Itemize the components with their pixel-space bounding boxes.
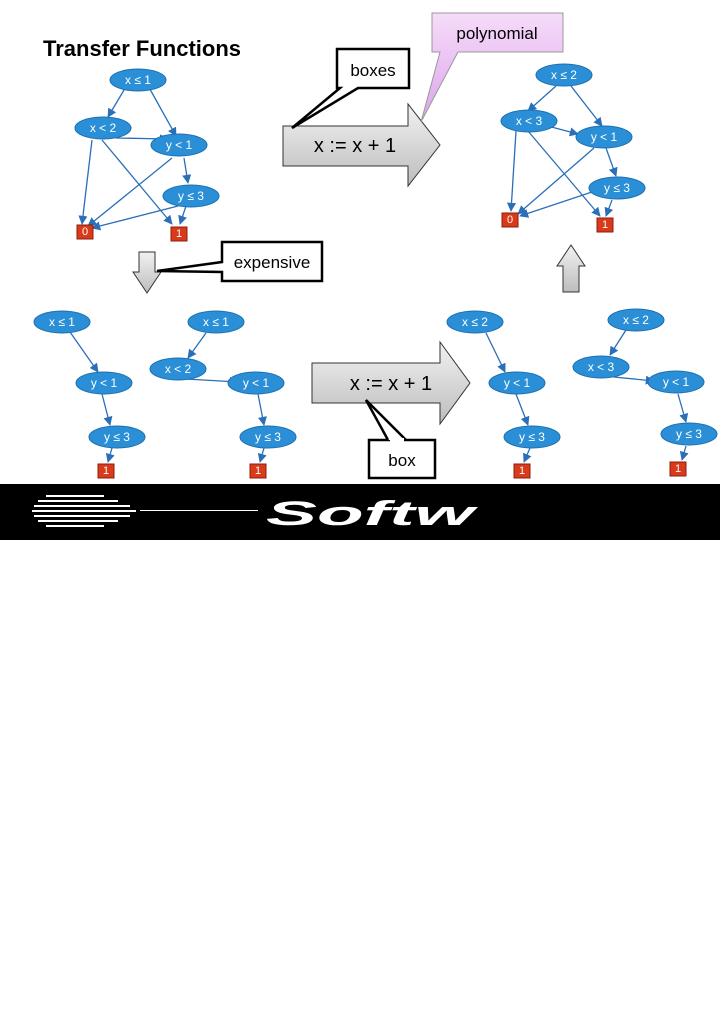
leaf-1 bbox=[98, 464, 114, 478]
svg-text:y ≤ 3: y ≤ 3 bbox=[104, 430, 130, 444]
node-x-le-2 bbox=[447, 311, 503, 333]
footer-bar bbox=[0, 484, 720, 1015]
callout-expensive bbox=[157, 242, 322, 281]
callout-polynomial-text: polynomial bbox=[456, 24, 538, 43]
node-x-le-1 bbox=[110, 69, 166, 91]
box-graph-b bbox=[150, 311, 296, 478]
node-y-le-3 bbox=[240, 426, 296, 448]
svg-text:x ≤ 1: x ≤ 1 bbox=[49, 315, 75, 329]
footer-line-3: © 2010 Carnegie Mellon University bbox=[488, 1008, 597, 1015]
node-y-le-3 bbox=[163, 185, 219, 207]
leaf-0 bbox=[77, 225, 93, 239]
svg-text:1: 1 bbox=[601, 219, 609, 231]
node-x-le-1 bbox=[34, 311, 90, 333]
footer-logo-text: Softw bbox=[266, 495, 480, 533]
node-y-lt-1 bbox=[576, 126, 632, 148]
node-x-lt-2 bbox=[75, 117, 131, 139]
sei-stripes-logo bbox=[0, 484, 480, 540]
leaf-1 bbox=[597, 218, 613, 232]
svg-text:y < 1: y < 1 bbox=[165, 138, 193, 152]
svg-text:y ≤ 3: y ≤ 3 bbox=[255, 430, 281, 444]
box-graph-d bbox=[573, 309, 717, 476]
svg-text:x < 2: x < 2 bbox=[164, 362, 192, 376]
node-x-le-2 bbox=[536, 64, 592, 86]
svg-text:x ≤ 2: x ≤ 2 bbox=[551, 68, 577, 82]
svg-text:1: 1 bbox=[254, 465, 262, 477]
box-graph-c bbox=[447, 311, 560, 478]
node-y-le-3 bbox=[504, 426, 560, 448]
svg-text:x ≤ 1: x ≤ 1 bbox=[203, 315, 229, 329]
svg-text:x ≤ 1: x ≤ 1 bbox=[125, 73, 151, 87]
up-arrow bbox=[557, 245, 585, 292]
node-x-le-2 bbox=[608, 309, 664, 331]
svg-text:y < 1: y < 1 bbox=[590, 130, 618, 144]
node-x-lt-3 bbox=[573, 356, 629, 378]
svg-text:x < 3: x < 3 bbox=[515, 114, 543, 128]
bdd-graph-top-left bbox=[75, 69, 219, 241]
callout-expensive-text: expensive bbox=[233, 253, 311, 272]
node-y-lt-1 bbox=[151, 134, 207, 156]
callout-polynomial bbox=[421, 13, 563, 122]
svg-text:y < 1: y < 1 bbox=[90, 376, 118, 390]
leaf-1 bbox=[670, 462, 686, 476]
svg-text:y < 1: y < 1 bbox=[242, 376, 270, 390]
svg-text:y < 1: y < 1 bbox=[662, 375, 690, 389]
node-x-lt-3 bbox=[501, 110, 557, 132]
node-y-lt-1 bbox=[228, 372, 284, 394]
node-y-le-3 bbox=[89, 426, 145, 448]
leaf-1 bbox=[514, 464, 530, 478]
page-number: 7 bbox=[677, 992, 682, 1001]
svg-text:y ≤ 3: y ≤ 3 bbox=[676, 427, 702, 441]
svg-text:x ≤ 2: x ≤ 2 bbox=[623, 313, 649, 327]
callout-boxes-text: boxes bbox=[350, 61, 396, 80]
svg-text:y ≤ 3: y ≤ 3 bbox=[519, 430, 545, 444]
node-x-le-1 bbox=[188, 311, 244, 333]
svg-text:x ≤ 2: x ≤ 2 bbox=[462, 315, 488, 329]
box-graph-a bbox=[34, 311, 145, 478]
callout-boxes bbox=[292, 49, 409, 128]
node-x-lt-2 bbox=[150, 358, 206, 380]
svg-text:x < 2: x < 2 bbox=[89, 121, 117, 135]
transfer-arrow-bottom-label: x := x + 1 bbox=[349, 373, 433, 395]
bdd-graph-top-right bbox=[501, 64, 645, 232]
svg-text:x < 3: x < 3 bbox=[587, 360, 615, 374]
slide-title: Transfer Functions bbox=[43, 36, 242, 61]
svg-text:y ≤ 3: y ≤ 3 bbox=[604, 181, 630, 195]
footer-credit bbox=[488, 980, 602, 1017]
svg-text:0: 0 bbox=[506, 214, 514, 226]
callout-box bbox=[366, 400, 435, 478]
transfer-arrow-top-label: x := x + 1 bbox=[313, 135, 397, 157]
svg-text:1: 1 bbox=[175, 228, 183, 240]
leaf-1 bbox=[250, 464, 266, 478]
svg-text:1: 1 bbox=[674, 463, 682, 475]
node-y-le-3 bbox=[661, 423, 717, 445]
leaf-0 bbox=[502, 213, 518, 227]
node-y-lt-1 bbox=[648, 371, 704, 393]
svg-text:1: 1 bbox=[102, 465, 110, 477]
transfer-arrow-bottom bbox=[312, 342, 470, 424]
node-y-lt-1 bbox=[76, 372, 132, 394]
node-y-le-3 bbox=[589, 177, 645, 199]
callout-box-text: box bbox=[388, 451, 416, 470]
down-arrow bbox=[133, 252, 161, 293]
svg-text:0: 0 bbox=[81, 226, 89, 238]
node-y-lt-1 bbox=[489, 372, 545, 394]
leaf-1 bbox=[171, 227, 187, 241]
svg-text:y ≤ 3: y ≤ 3 bbox=[178, 189, 204, 203]
footer-line-1: Boxes: An Abstract Domain of Boxes bbox=[488, 982, 603, 989]
svg-text:1: 1 bbox=[518, 465, 526, 477]
footer-line-2: Arie Gurfinkel and Sagar Chaki bbox=[488, 993, 585, 1000]
svg-text:y < 1: y < 1 bbox=[503, 376, 531, 390]
